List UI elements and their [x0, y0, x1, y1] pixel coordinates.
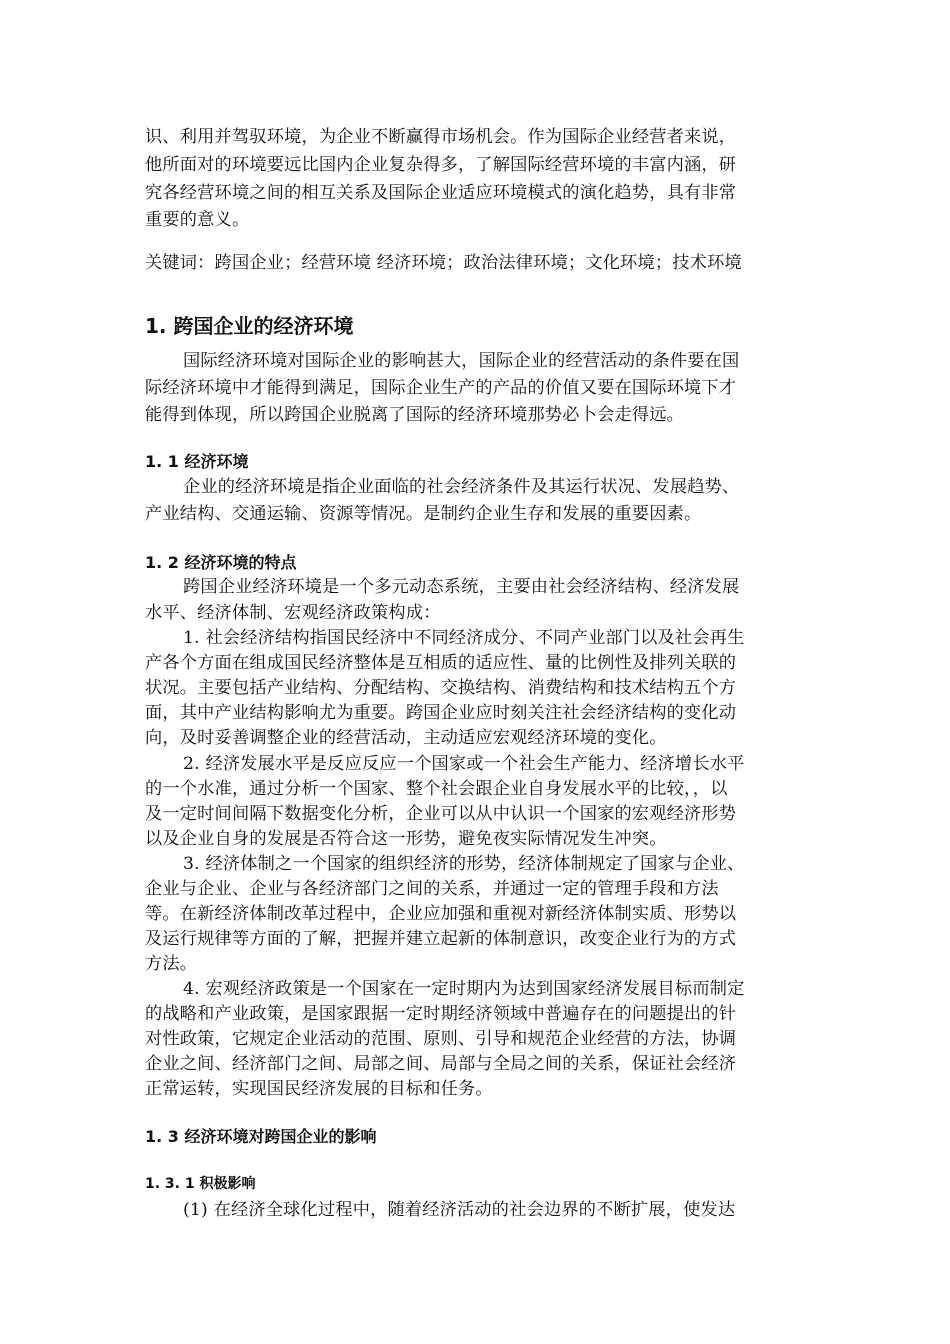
section-heading-1-2: 1. 2 经济环境的特点	[145, 553, 297, 572]
list-item-3-line: 方法。	[145, 954, 198, 974]
paragraph-line: 际经济环境中才能得到满足，国际企业生产的产品的价值又要在国际环境下才	[145, 378, 737, 398]
list-item-4-line: 的战略和产业政策，是国家跟据一定时期经济领域中普遍存在的问题提出的针	[145, 1004, 737, 1024]
intro-line: 他所面对的环境要远比国内企业复杂得多，了解国际经营环境的丰富内涵，研	[145, 155, 737, 175]
list-item-2-line: 2. 经济发展水平是反应反应一个国家或一个社会生产能力、经济增长水平	[183, 754, 745, 774]
paragraph-line: 企业的经济环境是指企业面临的社会经济条件及其运行状况、发展趋势、	[183, 477, 740, 497]
list-item-1-line: 1. 社会经济结构指国民经济中不同经济成分、不同产业部门以及社会再生	[183, 628, 745, 648]
paragraph-line: (1) 在经济全球化过程中，随着经济活动的社会边界的不断扩展，使发达	[183, 1200, 736, 1220]
list-item-4-line: 对性政策，它规定企业活动的范围、原则、引导和规范企业经营的方法，协调	[145, 1029, 737, 1049]
section-heading-1-3: 1. 3 经济环境对跨国企业的影响	[145, 1127, 377, 1146]
paragraph-line: 国际经济环境对国际企业的影响甚大，国际企业的经营活动的条件要在国	[183, 351, 740, 371]
keywords: 关键词：跨国企业；经营环境 经济环境；政治法律环境；文化环境；技术环境	[145, 253, 742, 273]
intro-line: 究各经营环境之间的相互关系及国际企业适应环境模式的演化趋势，具有非常	[145, 183, 737, 203]
list-item-1-line: 产各个方面在组成国民经济整体是互相质的适应性、量的比例性及排列关联的	[145, 653, 737, 673]
list-item-4-line: 正常运转，实现国民经济发展的目标和任务。	[145, 1079, 493, 1099]
list-item-1-line: 向，及时妥善调整企业的经营活动，主动适应宏观经济环境的变化。	[145, 728, 667, 748]
list-item-2-line: 以及企业自身的发展是否符合这一形势，避免夜实际情况发生冲突。	[145, 829, 667, 849]
list-item-1-line: 面，其中产业结构影响尤为重要。跨国企业应时刻关注社会经济结构的变化动	[145, 703, 737, 723]
section-heading-1-1: 1. 1 经济环境	[145, 452, 249, 471]
paragraph-line: 能得到体现，所以跨国企业脱离了国际的经济环境那势必卜会走得远。	[145, 405, 685, 425]
list-item-4-line: 企业之间、经济部门之间、局部之间、局部与全局之间的关系，保证社会经济	[145, 1054, 737, 1074]
paragraph-line: 水平、经济体制、宏观经济政策构成：	[145, 603, 441, 623]
list-item-2-line: 的一个水准，通过分析一个国家、整个社会跟企业自身发展水平的比较，，以	[145, 779, 728, 799]
list-item-2-line: 及一定时间间隔下数据变化分析，企业可以从中认识一个国家的宏观经济形势	[145, 804, 737, 824]
intro-line: 识、利用并驾驭环境，为企业不断赢得市场机会。作为国际企业经营者来说，	[145, 127, 737, 147]
section-heading-1-3-1: 1. 3. 1 积极影响	[145, 1176, 256, 1192]
paragraph-line: 产业结构、交通运输、资源等情况。是制约企业生存和发展的重要因素。	[145, 504, 702, 524]
paragraph-line: 跨国企业经济环境是一个多元动态系统，主要由社会经济结构、经济发展	[183, 577, 740, 597]
list-item-4-line: 4. 宏观经济政策是一个国家在一定时期内为达到国家经济发展目标而制定	[183, 979, 745, 999]
list-item-3-line: 等。在新经济体制改革过程中，企业应加强和重视对新经济体制实质、形势以	[145, 904, 737, 924]
list-item-1-line: 状况。主要包括产业结构、分配结构、交换结构、消费结构和技术结构五个方	[145, 678, 737, 698]
list-item-3-line: 企业与企业、企业与各经济部门之间的关系，并通过一定的管理手段和方法	[145, 879, 719, 899]
intro-line: 重要的意义。	[145, 210, 250, 230]
list-item-3-line: 3. 经济体制之一个国家的组织经济的形势，经济体制规定了国家与企业、	[183, 854, 745, 874]
section-heading-1: 1. 跨国企业的经济环境	[145, 314, 354, 338]
list-item-3-line: 及运行规律等方面的了解，把握并建立起新的体制意识，改变企业行为的方式	[145, 929, 737, 949]
